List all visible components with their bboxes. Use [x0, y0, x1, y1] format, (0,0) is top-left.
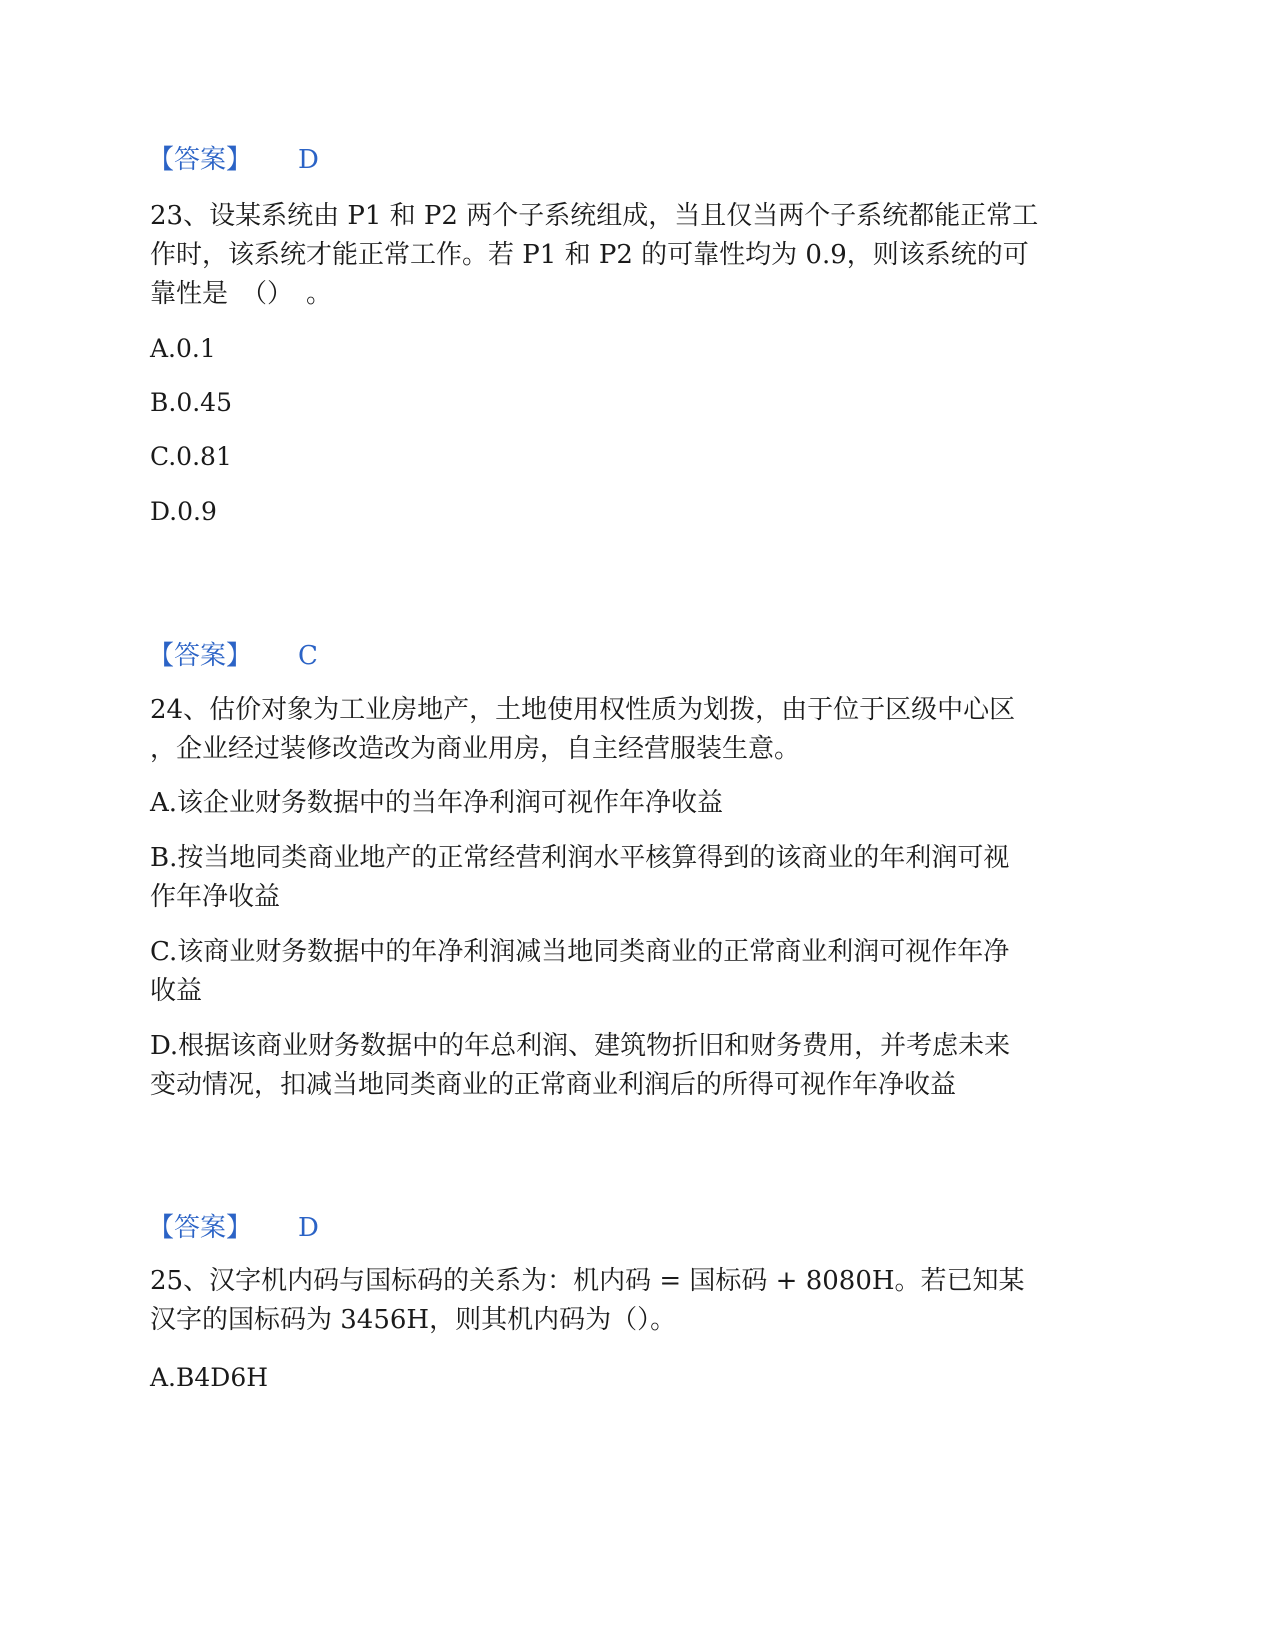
- option-d: [150, 1027, 1110, 1105]
- question-line: 靠性是 （） 。: [150, 279, 333, 309]
- option-line: D.根据该商业财务数据中的年总利润、建筑物折旧和财务费用，并考虑未来: [150, 1031, 1011, 1061]
- option-line: B.按当地同类商业地产的正常经营利润水平核算得到的该商业的年利润可视: [150, 843, 1010, 873]
- option-a: A.B4D6H: [150, 1363, 269, 1392]
- question-23-text: [150, 197, 1110, 314]
- answer-value: D: [298, 145, 319, 175]
- question-line: 汉字的国标码为 3456H，则其机内码为（）。: [150, 1305, 677, 1335]
- option-line: A.该企业财务数据中的当年净利润可视作年净收益: [150, 788, 724, 818]
- option-line: 作年净收益: [150, 882, 281, 912]
- question-line: 25、汉字机内码与国标码的关系为：机内码 = 国标码 + 8080H。若已知某: [150, 1266, 1025, 1296]
- option-c: [150, 933, 1110, 1011]
- answer-value: C: [298, 641, 318, 671]
- answer-value: D: [298, 1213, 319, 1243]
- question-line: 23、设某系统由 P1 和 P2 两个子系统组成，当且仅当两个子系统都能正常工: [150, 201, 1039, 231]
- question-24-text: [150, 691, 1110, 769]
- question-25-text: [150, 1262, 1110, 1340]
- option-line: C.该商业财务数据中的年净利润减当地同类商业的正常商业利润可视作年净: [150, 937, 1010, 967]
- answer-label: 【答案】: [148, 641, 253, 671]
- question-line: 24、估价对象为工业房地产，土地使用权性质为划拨，由于位于区级中心区: [150, 695, 1016, 725]
- question-line: ，企业经过装修改造改为商业用房，自主经营服装生意。: [150, 734, 801, 764]
- option-a: A.0.1: [150, 334, 216, 363]
- option-d: D.0.9: [150, 497, 217, 526]
- option-a: [150, 784, 1110, 823]
- option-b: [150, 839, 1110, 917]
- option-line: 变动情况，扣减当地同类商业的正常商业利润后的所得可视作年净收益: [150, 1070, 957, 1100]
- answer-label: 【答案】: [148, 145, 253, 175]
- option-b: B.0.45: [150, 388, 232, 417]
- answer-line: [148, 142, 319, 178]
- answer-line: [148, 638, 318, 674]
- option-line: 收益: [150, 976, 203, 1006]
- option-c: C.0.81: [150, 442, 232, 471]
- answer-line: [148, 1210, 319, 1246]
- answer-label: 【答案】: [148, 1213, 253, 1243]
- question-line: 作时，该系统才能正常工作。若 P1 和 P2 的可靠性均为 0.9，则该系统的可: [150, 240, 1029, 270]
